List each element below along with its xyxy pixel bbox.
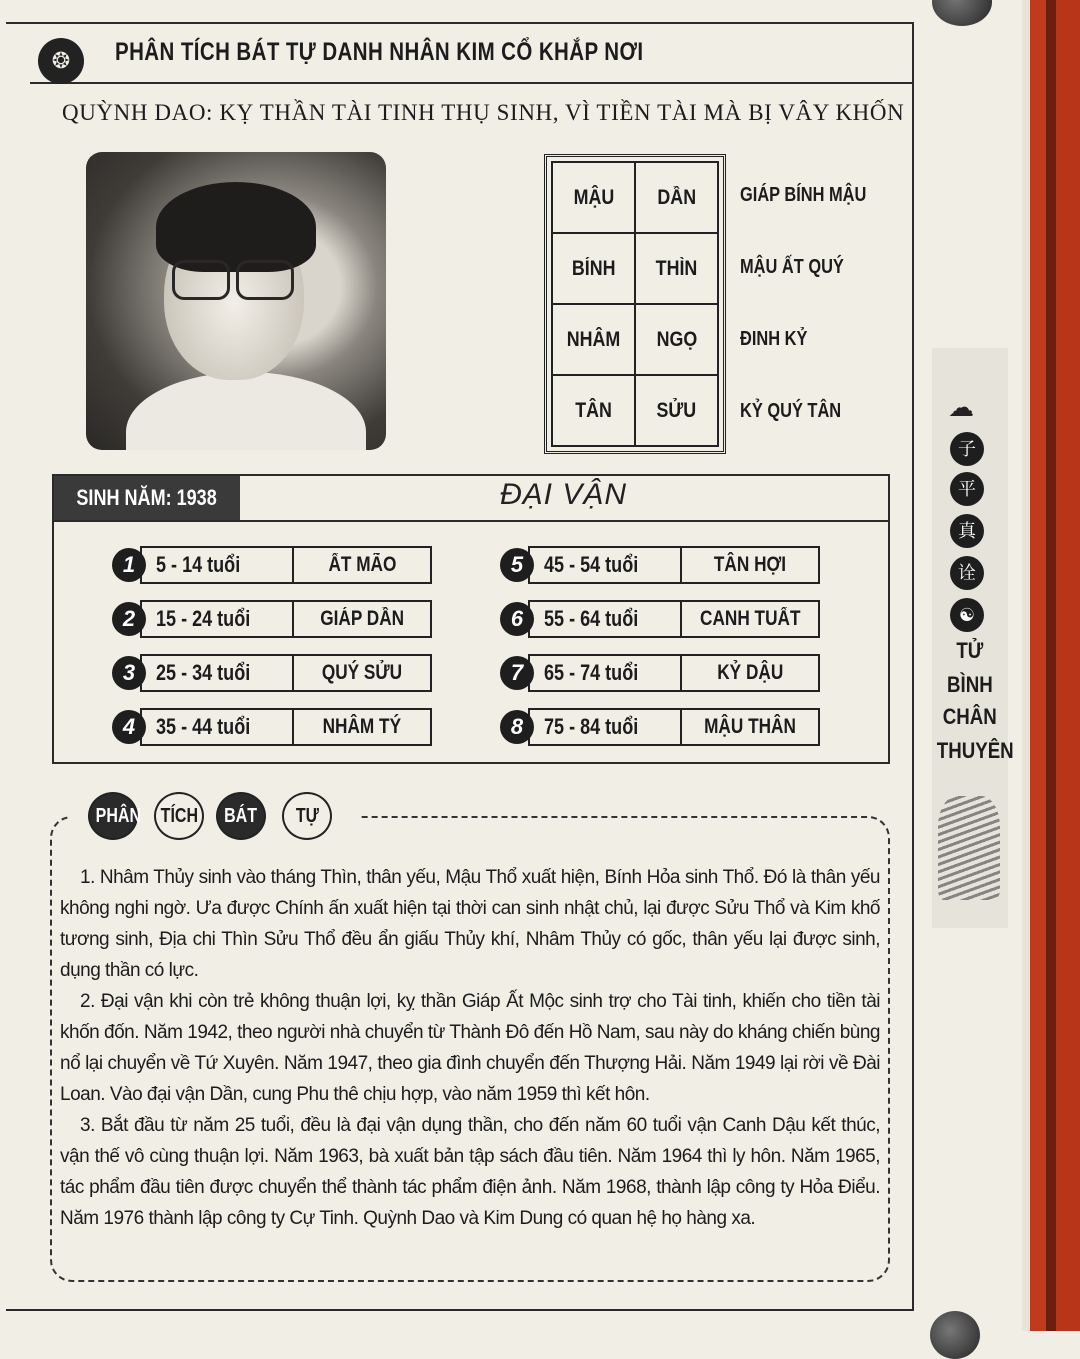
- portrait-photo: [86, 152, 386, 450]
- hidden-stems: KỶ QUÝ TÂN: [740, 400, 842, 422]
- yin-yang-icon: ☯: [950, 598, 984, 632]
- period-number-badge: 1: [112, 548, 146, 582]
- analysis-text: [60, 862, 880, 1234]
- period-number-badge: 2: [112, 602, 146, 636]
- period-number-badge: 8: [500, 710, 534, 744]
- dai-van-title: ĐẠI VẬN: [500, 478, 628, 511]
- heading-pill: BÁT: [216, 792, 266, 840]
- bazi-branch: SỬU: [635, 375, 718, 446]
- hidden-stems: ĐINH KỶ: [740, 328, 808, 350]
- hidden-stems: GIÁP BÍNH MẬU: [740, 184, 867, 206]
- birth-year-badge: SINH NĂM: 1938: [54, 476, 240, 520]
- page-title: PHÂN TÍCH BÁT TỰ DANH NHÂN KIM CỔ KHẮP NƠI: [115, 38, 644, 66]
- dragon-logo-icon: ❂: [38, 38, 84, 84]
- period-number-badge: 7: [500, 656, 534, 690]
- seal-icon: 平: [950, 472, 984, 506]
- seal-icon: 真: [950, 514, 984, 548]
- bazi-stem: BÍNH: [552, 233, 635, 304]
- binding-knob: [930, 1311, 980, 1359]
- heading-pill: TÍCH: [154, 792, 204, 840]
- period-number-badge: 4: [112, 710, 146, 744]
- side-title-word: BÌNH: [947, 672, 993, 697]
- cloud-ornament-icon: ☁: [948, 392, 974, 422]
- bazi-chart: [544, 154, 726, 454]
- bazi-stem: NHÂM: [552, 304, 635, 375]
- heading-pill: PHÂN: [88, 792, 138, 840]
- side-title-word: CHÂN: [942, 704, 998, 729]
- period-number-badge: 5: [500, 548, 534, 582]
- bazi-branch: NGỌ: [635, 304, 718, 375]
- side-title-word: THUYÊN: [936, 738, 1014, 763]
- period-number-badge: 6: [500, 602, 534, 636]
- sage-figure-icon: [938, 796, 1000, 900]
- side-title-word: TỬ: [956, 638, 984, 663]
- binding-knob: [932, 0, 992, 26]
- analysis-paragraph: 3. Bắt đầu từ năm 25 tuổi, đều là đại vận dụng thần, cho đến năm 60 tuổi vận Canh Dậu kết thúc, vận thế vô cùng thuận lợi. Năm 1963, bà xuất bản tập sách đầu tiên. Năm 1964 thì ly hôn. Năm 1965, tác phẩm đầu tiên được chuyển thể thành tác phẩm điện ảnh. Năm 1968, thành lập công ty Hỏa Điểu. Năm 1976 thành lập công ty Cự Tinh. Quỳnh Dao và Kim Dung có quan hệ họ hàng xa.: [60, 1115, 880, 1229]
- article-subtitle: QUỲNH DAO: KỴ THẦN TÀI TINH THỤ SINH, VÌ TIỀN TÀI MÀ BỊ VÂY KHỐN: [62, 100, 905, 125]
- book-edge: [1022, 0, 1080, 1331]
- bazi-branch: DẦN: [635, 162, 718, 233]
- analysis-paragraph: 1. Nhâm Thủy sinh vào tháng Thìn, thân yếu, Mậu Thổ xuất hiện, Bính Hỏa sinh Thổ. Đó là thân yếu không nghi ngờ. Ưa được Chính ấn xuất hiện tại thời can sinh nhật chủ, lại được Sửu Thổ và Kim khố tương sinh, Địa chi Thìn Sửu Thổ đều ẩn giấu Thủy khí, Nhâm Thủy có gốc, thân yếu lại được sinh, dụng thần có lực.: [60, 867, 880, 981]
- bazi-stem: MẬU: [552, 162, 635, 233]
- analysis-paragraph: 2. Đại vận khi còn trẻ không thuận lợi, kỵ thần Giáp Ất Mộc sinh trợ cho Tài tinh, khiến cho tiền tài khốn đốn. Năm 1942, theo người nhà chuyển từ Thành Đô đến Hồ Nam, sau này do kháng chiến bùng nổ lại chuyển về Tứ Xuyên. Năm 1947, theo gia đình chuyển đến Thượng Hải. Năm 1949 lại rời về Đài Loan. Vào đại vận Dần, cung Phu thê chịu hợp, vào năm 1959 thì kết hôn.: [60, 991, 880, 1105]
- bazi-stem: TÂN: [552, 375, 635, 446]
- seal-icon: 子: [950, 432, 984, 466]
- seal-icon: 诠: [950, 556, 984, 590]
- hidden-stems: MẬU ẤT QUÝ: [740, 256, 844, 278]
- period-number-badge: 3: [112, 656, 146, 690]
- heading-pill: TỰ: [282, 792, 332, 840]
- bazi-branch: THÌN: [635, 233, 718, 304]
